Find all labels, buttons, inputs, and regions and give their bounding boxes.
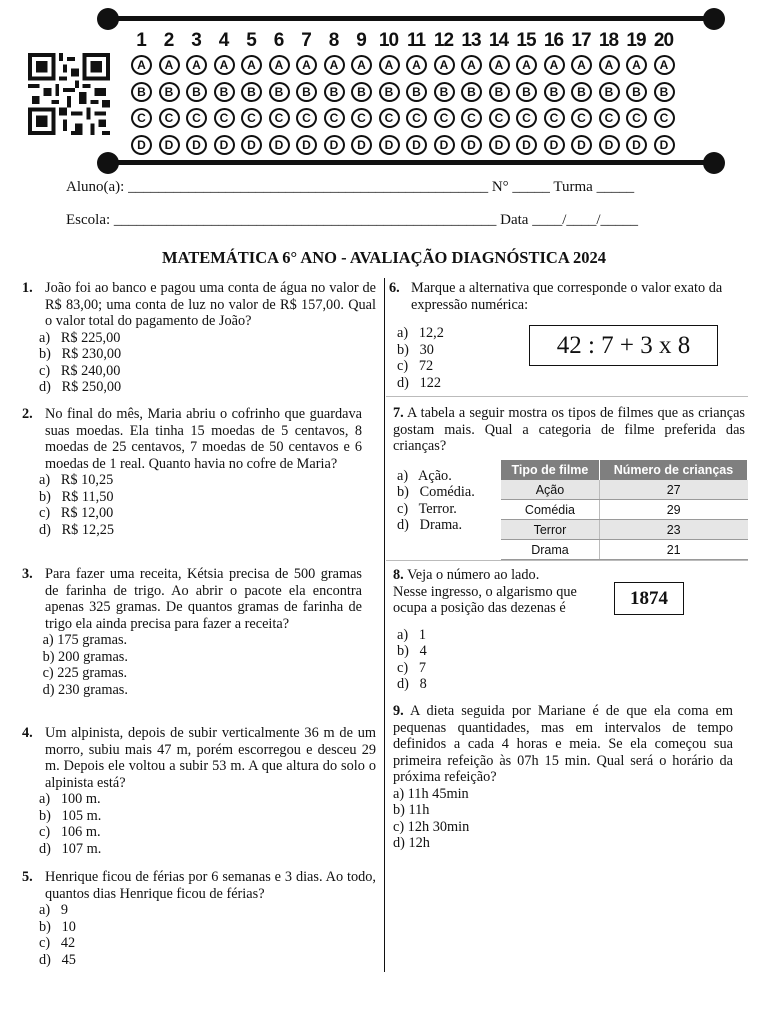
answer-bubble[interactable]: D — [516, 135, 537, 155]
sheet-number: 13 — [461, 30, 481, 51]
sheet-number: 4 — [218, 30, 229, 51]
option-b[interactable]: b) 10 — [39, 918, 76, 935]
answer-bubble[interactable]: C — [626, 108, 647, 128]
answer-bubble[interactable]: A — [241, 55, 262, 75]
sheet-number: 15 — [516, 30, 536, 51]
answer-bubble[interactable]: B — [489, 82, 510, 102]
table-row — [501, 540, 748, 560]
table-cell: 27 — [599, 480, 747, 500]
option-d[interactable]: d) R$ 12,25 — [39, 521, 115, 538]
option-a[interactable]: a) R$ 10,25 — [39, 472, 114, 488]
answer-bubble[interactable]: A — [324, 55, 345, 75]
answer-sheet — [0, 0, 768, 175]
table-cell: Terror — [501, 520, 599, 540]
answer-bubble[interactable]: D — [626, 135, 647, 155]
question-number: 5. — [22, 869, 33, 885]
sheet-number: 7 — [301, 30, 311, 51]
answer-bubble[interactable]: C — [516, 108, 537, 128]
table-header: Número de crianças — [599, 460, 747, 480]
answer-bubble[interactable]: B — [406, 82, 427, 102]
answer-bubble[interactable]: C — [461, 108, 482, 128]
sheet-number: 5 — [246, 30, 256, 51]
sheet-number: 6 — [273, 30, 284, 51]
answer-bubble[interactable]: B — [516, 82, 537, 102]
question-number: 3. — [22, 566, 33, 582]
sheet-number: 18 — [598, 30, 619, 51]
option-d[interactable]: d) R$ 250,00 — [39, 379, 122, 395]
option-b[interactable]: b) R$ 230,00 — [39, 346, 122, 362]
sheet-number: 11 — [406, 30, 426, 51]
sheet-number: 19 — [626, 30, 646, 51]
option-c[interactable]: c) 12h 30min — [393, 818, 470, 835]
answer-bubble[interactable]: C — [379, 108, 400, 128]
option-d[interactable]: d) 230 gramas. — [39, 681, 128, 698]
question-8 — [393, 567, 603, 693]
answer-bubble[interactable]: C — [269, 108, 290, 128]
answer-bubble[interactable]: D — [489, 135, 510, 155]
answer-bubble[interactable]: B — [571, 82, 592, 102]
answer-bubble[interactable]: B — [131, 82, 152, 102]
question-number: 7. — [393, 405, 404, 421]
sheet-number: 10 — [378, 30, 399, 51]
answer-bubble[interactable]: C — [186, 108, 207, 128]
option-c[interactable]: c) 42 — [39, 935, 76, 951]
page-title: MATEMÁTICA 6° ANO - AVALIAÇÃO DIAGNÓSTICA 2024 — [162, 248, 606, 267]
rail-end-dot — [703, 8, 725, 30]
table-cell: 23 — [599, 520, 747, 540]
answer-bubble[interactable]: D — [406, 135, 427, 155]
answer-bubble[interactable]: C — [324, 108, 345, 128]
answer-bubble[interactable]: D — [159, 135, 180, 155]
answer-bubble[interactable]: B — [241, 82, 262, 102]
answer-bubble[interactable]: B — [379, 82, 400, 102]
option-d[interactable]: d) 45 — [39, 951, 76, 968]
question-number: 2. — [22, 406, 33, 422]
answer-bubble[interactable]: C — [654, 108, 675, 128]
sheet-number: 9 — [356, 30, 366, 51]
option-a[interactable]: a) Ação. — [397, 467, 452, 484]
option-b[interactable]: b) 200 gramas. — [39, 648, 128, 665]
answer-bubble[interactable]: A — [159, 55, 180, 75]
option-c[interactable]: c) 106 m. — [39, 824, 101, 840]
option-b[interactable]: b) 105 m. — [39, 807, 102, 824]
option-d[interactable]: d) 12h — [393, 835, 430, 851]
option-c[interactable]: c) 225 gramas. — [39, 665, 128, 681]
option-a[interactable]: a) 175 gramas. — [39, 632, 128, 648]
table-cell: Ação — [501, 480, 599, 500]
answer-bubble[interactable]: D — [186, 135, 207, 155]
section-divider — [386, 396, 748, 397]
table-cell: 21 — [599, 540, 747, 560]
question-number: 9. — [393, 703, 404, 719]
answer-bubble[interactable]: A — [131, 55, 152, 75]
option-c[interactable]: c) R$ 240,00 — [39, 362, 121, 379]
table-header: Tipo de filme — [501, 460, 599, 480]
question-2 — [22, 406, 362, 538]
sheet-number: 1 — [136, 30, 146, 51]
option-a[interactable]: a) 12,2 — [397, 325, 444, 341]
rail-end-dot — [97, 8, 119, 30]
question-text: Marque a alternativa que corresponde o valor exato da expressão numérica: — [411, 280, 723, 313]
answer-bubble[interactable]: C — [214, 108, 235, 128]
question-5 — [22, 869, 376, 968]
answer-bubble[interactable]: C — [296, 108, 317, 128]
answer-bubble[interactable]: C — [571, 108, 592, 128]
answer-bubble[interactable]: B — [159, 82, 180, 102]
answer-bubble[interactable]: C — [434, 108, 455, 128]
expression-box: 42 : 7 + 3 x 8 — [529, 325, 718, 366]
student-name-field[interactable]: Aluno(a): ________________________________________________ N° _____ Turma _____ — [66, 179, 635, 195]
question-number: 6. — [389, 280, 400, 296]
answer-bubble[interactable]: D — [241, 135, 262, 155]
option-b[interactable]: b) Comédia. — [397, 484, 475, 500]
answer-bubble[interactable]: D — [461, 135, 482, 155]
question-4 — [22, 725, 376, 857]
answer-bubble[interactable]: C — [406, 108, 427, 128]
answer-bubble[interactable]: A — [406, 55, 427, 75]
answer-bubble[interactable]: A — [626, 55, 647, 75]
answer-bubble[interactable]: A — [654, 55, 675, 75]
answer-bubble[interactable]: C — [241, 108, 262, 128]
table-row — [501, 500, 748, 520]
question-1 — [22, 280, 376, 396]
section-divider — [386, 560, 748, 561]
answer-bubble[interactable]: A — [544, 55, 565, 75]
answer-bubble[interactable]: D — [296, 135, 317, 155]
column-divider — [384, 278, 385, 972]
answer-bubble[interactable]: D — [654, 135, 675, 155]
sheet-number: 16 — [543, 30, 564, 51]
answer-bubble[interactable]: A — [571, 55, 592, 75]
option-b[interactable]: b) 11h — [393, 802, 430, 818]
answer-bubble[interactable]: C — [599, 108, 620, 128]
answer-bubble[interactable]: D — [131, 135, 152, 155]
answer-bubble[interactable]: B — [544, 82, 565, 102]
question-number: 1. — [22, 280, 33, 296]
question-3 — [22, 566, 362, 698]
option-d[interactable]: d) 107 m. — [39, 840, 102, 857]
question-text: Para fazer uma receita, Kétsia precisa de 500 gramas de farinha de trigo. Ao abrir o pacote ela encontra apenas 325 gramas. De quantos gramas de farinha de trigo ela ainda precisa para fazer a receita? — [45, 566, 362, 632]
option-b[interactable]: b) 30 — [397, 341, 434, 358]
answer-bubble[interactable]: B — [214, 82, 235, 102]
bottom-rail — [108, 160, 714, 165]
answer-bubble[interactable]: A — [599, 55, 620, 75]
answer-bubble[interactable]: C — [159, 108, 180, 128]
question-text: No final do mês, Maria abriu o cofrinho que guardava suas moedas. Ela tinha 15 moedas de 5 centavos, 8 moedas de 25 centavos, 7 moedas de 50 centavos e 6 moedas de 1 real. Quanto havia no cofre de Maria? — [45, 406, 362, 472]
question-text: João foi ao banco e pagou uma conta de água no valor de R$ 83,00; uma conta de luz no valor de R$ 157,00. Qual o valor total do pagamento de João? — [45, 280, 376, 329]
answer-bubble[interactable]: D — [599, 135, 620, 155]
option-c[interactable]: c) Terror. — [397, 500, 457, 517]
question-text: Veja o número ao lado. — [407, 567, 540, 583]
answer-bubble[interactable]: B — [324, 82, 345, 102]
option-c[interactable]: c) R$ 12,00 — [39, 505, 114, 521]
table-row — [501, 520, 748, 540]
answer-bubble[interactable]: A — [379, 55, 400, 75]
answer-bubble[interactable]: D — [379, 135, 400, 155]
option-d[interactable]: d) 122 — [397, 374, 442, 391]
answer-bubble[interactable]: B — [186, 82, 207, 102]
answer-bubble[interactable]: C — [351, 108, 372, 128]
option-a[interactable]: a) R$ 225,00 — [39, 329, 121, 346]
option-c[interactable]: c) 7 — [397, 659, 426, 676]
qr-code-icon — [27, 53, 111, 135]
option-d[interactable]: d) Drama. — [397, 517, 463, 533]
answer-bubble[interactable]: D — [434, 135, 455, 155]
sheet-number: 3 — [191, 30, 201, 51]
answer-bubble[interactable]: A — [516, 55, 537, 75]
option-a[interactable]: a) 9 — [39, 902, 68, 918]
option-d[interactable]: d) 8 — [397, 676, 427, 692]
answer-bubble[interactable]: D — [324, 135, 345, 155]
answer-bubble[interactable]: A — [296, 55, 317, 75]
answer-bubble[interactable]: D — [214, 135, 235, 155]
sheet-number: 12 — [433, 30, 454, 51]
school-field[interactable]: Escola: ___________________________________________________ Data ____/____/_____ — [66, 212, 639, 228]
top-rail — [108, 16, 714, 21]
option-b[interactable]: b) R$ 11,50 — [39, 488, 114, 505]
question-text: A dieta seguida por Mariane é de que ela coma em pequenas quantidades, mas em intervalos de tempo definidos a cada 4 horas e meia. Se ela começou sua primeira refeição às 07h 15 min. Qual será o horário da próxima refeição? — [393, 703, 733, 785]
question-text: Um alpinista, depois de subir verticalmente 36 m de um morro, subiu mais 47 m, porém escorregou e desceu 29 m. Depois ele voltou a subir 53 m. A que altura do solo o alpinista está? — [45, 725, 376, 791]
sheet-number: 14 — [488, 30, 509, 51]
sheet-number: 20 — [653, 30, 674, 51]
sheet-number: 17 — [571, 30, 591, 51]
answer-bubble[interactable]: B — [654, 82, 675, 102]
answer-bubble[interactable]: A — [434, 55, 455, 75]
answer-bubble[interactable]: B — [296, 82, 317, 102]
answer-bubble[interactable]: C — [544, 108, 565, 128]
answer-bubble[interactable]: B — [269, 82, 290, 102]
question-9 — [393, 703, 733, 852]
answer-bubble[interactable]: C — [489, 108, 510, 128]
question-text: A tabela a seguir mostra os tipos de filmes que as crianças gostam mais. Qual a categoria de filme preferida das crianças? — [393, 405, 745, 454]
answer-bubble[interactable]: A — [489, 55, 510, 75]
films-table — [501, 460, 748, 560]
answer-bubble[interactable]: B — [434, 82, 455, 102]
answer-bubble[interactable]: A — [269, 55, 290, 75]
answer-bubble[interactable]: A — [461, 55, 482, 75]
rail-end-dot — [703, 152, 725, 174]
table-cell: Drama — [501, 540, 599, 560]
table-cell: 29 — [599, 500, 747, 520]
option-a[interactable]: a) 11h 45min — [393, 785, 469, 802]
question-number: 4. — [22, 725, 33, 741]
answer-bubble[interactable]: A — [351, 55, 372, 75]
answer-bubble[interactable]: B — [599, 82, 620, 102]
table-cell: Comédia — [501, 500, 599, 520]
answer-bubble[interactable]: A — [214, 55, 235, 75]
sheet-number: 8 — [328, 30, 339, 51]
number-box: 1874 — [614, 582, 684, 615]
question-text-2: Nesse ingresso, o algarismo que ocupa a posição das dezenas é — [393, 583, 577, 616]
option-b[interactable]: b) 4 — [397, 643, 427, 659]
table-row — [501, 480, 748, 500]
answer-bubble[interactable]: B — [461, 82, 482, 102]
rail-end-dot — [97, 152, 119, 174]
question-number: 8. — [393, 567, 404, 583]
option-c[interactable]: c) 72 — [397, 358, 434, 374]
sheet-number: 2 — [163, 30, 174, 51]
answer-bubble[interactable]: D — [351, 135, 372, 155]
question-text: Henrique ficou de férias por 6 semanas e 3 dias. Ao todo, quantos dias Henrique ficou de férias? — [45, 869, 376, 902]
answer-bubble[interactable]: D — [269, 135, 290, 155]
option-a[interactable]: a) 100 m. — [39, 791, 101, 807]
answer-bubble[interactable]: D — [544, 135, 565, 155]
option-a[interactable]: a) 1 — [397, 626, 426, 643]
answer-bubble[interactable]: B — [626, 82, 647, 102]
answer-bubble[interactable]: B — [351, 82, 372, 102]
answer-bubble[interactable]: D — [571, 135, 592, 155]
answer-bubble[interactable]: A — [186, 55, 207, 75]
answer-bubble[interactable]: C — [131, 108, 152, 128]
